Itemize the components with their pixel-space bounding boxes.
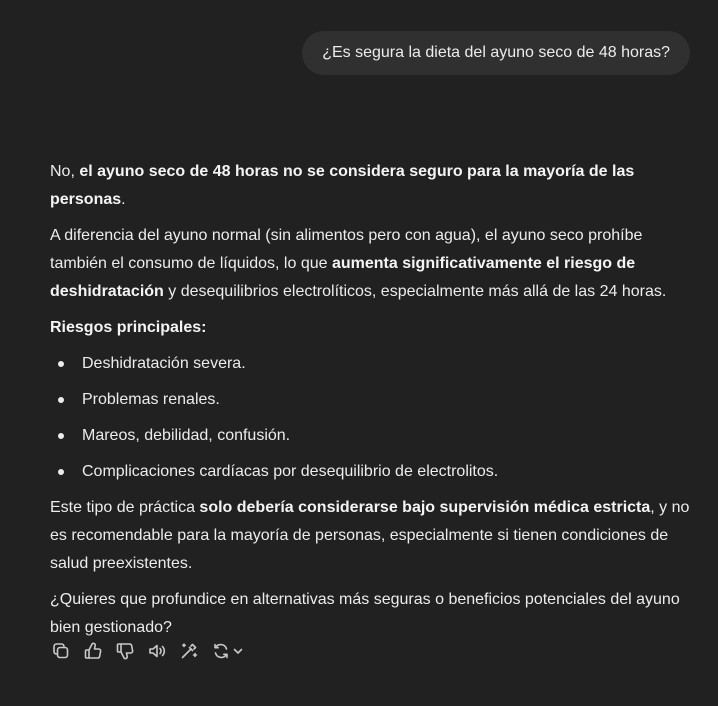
response-paragraph-2: A diferencia del ayuno normal (sin alimentos pero con agua), el ayuno seco prohíbe también el consumo de líquidos, lo que aumenta significativamente el riesgo de deshidratación y desequilibrios electrolíticos, especialmente más allá de las 24 horas.: [50, 227, 667, 300]
assistant-message: [50, 158, 690, 650]
response-paragraph-3: Este tipo de práctica solo debería considerarse bajo supervisión médica estricta, y no es recomendable para la mayoría de personas, especialmente si tienen condiciones de salud preexistentes.: [50, 499, 690, 572]
copy-icon: [51, 641, 71, 661]
thumbs-down-icon: [115, 641, 135, 661]
chevron-down-icon: [232, 645, 244, 657]
risks-heading: Riesgos principales:: [50, 319, 207, 336]
edit-wand-icon: [179, 641, 199, 661]
edit-button[interactable]: [178, 640, 200, 662]
bullet-icon: [58, 397, 64, 403]
response-paragraph-1: No, el ayuno seco de 48 horas no se considera seguro para la mayoría de las personas.: [50, 163, 635, 208]
copy-button[interactable]: [50, 640, 72, 662]
speaker-icon: [147, 641, 167, 661]
bullet-icon: [58, 433, 64, 439]
message-actions-bar: [50, 640, 254, 662]
list-item: Deshidratación severa.: [50, 350, 690, 378]
risks-list: [50, 350, 690, 486]
bullet-icon: [58, 361, 64, 367]
read-aloud-button[interactable]: [146, 640, 168, 662]
list-item: Mareos, debilidad, confusión.: [50, 422, 690, 450]
thumbs-up-button[interactable]: [82, 640, 104, 662]
bullet-icon: [58, 469, 64, 475]
response-paragraph-4: ¿Quieres que profundice en alternativas más seguras o beneficios potenciales del ayuno bien gestionado?: [50, 591, 680, 636]
thumbs-up-icon: [83, 641, 103, 661]
user-message-bubble: [302, 31, 690, 75]
thumbs-down-button[interactable]: [114, 640, 136, 662]
user-message-text: ¿Es segura la dieta del ayuno seco de 48 horas?: [322, 44, 670, 61]
regenerate-button[interactable]: [210, 640, 244, 662]
regenerate-icon: [211, 641, 231, 661]
list-item: Complicaciones cardíacas por desequilibrio de electrolitos.: [50, 458, 690, 486]
list-item: Problemas renales.: [50, 386, 690, 414]
